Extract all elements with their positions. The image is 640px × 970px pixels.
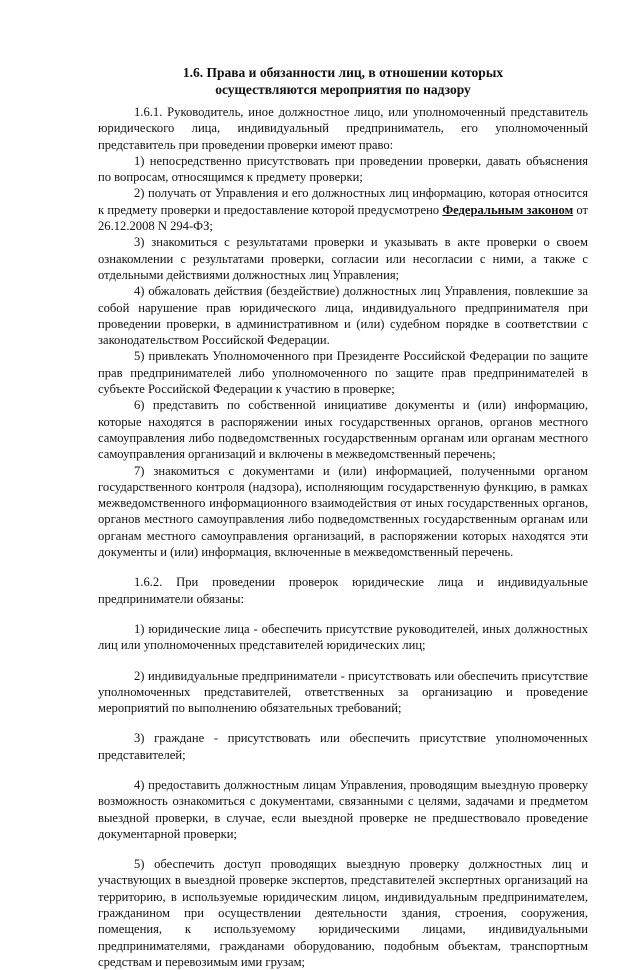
rights-item-2 (98, 185, 588, 234)
rights-item-6: 6) представить по собственной инициативе документы и (или) информацию, которые находятся в распоряжении иных государственных органов, органов местного самоуправления либо подведомственных государственным органам или органам местного самоуправления организаций и включены в межведомственный перечень; (98, 398, 588, 462)
federal-law-link[interactable]: Федеральным законом (442, 202, 574, 217)
section-heading (98, 64, 588, 98)
rights-item-3: 3) знакомиться с результатами проверки и указывать в акте проверки о своем ознакомлении с результатами проверки, согласии или несогласии с ними, а также с отдельными действиями должностных лиц Управления; (98, 235, 588, 282)
obligations-item-2: 2) индивидуальные предприниматели - присутствовать или обеспечить присутствие уполномоченных представителей, ответственных за организацию и проведение мероприятий по выполнению обязательных требований; (98, 668, 588, 716)
rights-item-2-text-after: от 26.12.2008 N 294-ФЗ; (98, 202, 588, 234)
obligations-item-1: 1) юридические лица - обеспечить присутствие руководителей, иных должностных лиц или уполномоченных представителей юридических лиц; (98, 621, 588, 653)
obligations-item-4: 4) предоставить должностным лицам Управления, проводящим выездную проверку возможность ознакомиться с документами, связанными с целями, задачами и предметом выездной проверки, в случае, если выездной проверке не предшествовало проведение документарной проверки; (98, 777, 588, 841)
rights-item-7: 7) знакомиться с документами и (или) информацией, полученными органом государственного контроля (надзора), исполняющим государственную функцию, в рамках межведомственного информационного взаимодействия от иных государственных органов, органов местного самоуправления либо подведомственных государственным органам или органам местного самоуправления организаций, в распоряжении которых находятся эти документы и (или) информация, включенные в межведомственный перечень. (98, 463, 588, 560)
rights-item-4: 4) обжаловать действия (бездействие) должностных лиц Управления, повлекшие за собой нарушение прав юридического лица, индивидуального предпринимателя при проведении проверки, в административном и (или) судебном порядке в соответствии с законодательством Российской Федерации. (98, 284, 588, 348)
section-heading-line-1: 1.6. Права и обязанности лиц, в отношении которых (182, 65, 504, 80)
rights-item-5: 5) привлекать Уполномоченного при Президенте Российской Федерации по защите прав предпринимателей либо уполномоченного по защите прав предпринимателей в субъекте Российской Федерации к участию в проверке; (98, 349, 588, 397)
obligations-item-5: 5) обеспечить доступ проводящих выездную проверку должностных лиц и участвующих в выездной проверке экспертов, представителей экспертных организаций на территорию, в используемые юридическим лицом, индивидуальным предпринимателем, гражданином при осуществлении деятельности здания, строения, сооружения, помещения, к используемому юридическими лицами, индивидуальными предпринимателями, гражданами оборудованию, подобным объектам, транспортным средствам и перевозимым ими грузам; (98, 857, 588, 969)
obligations-intro: 1.6.2. При проведении проверок юридические лица и индивидуальные предприниматели обязаны: (98, 575, 588, 606)
obligations-item-3: 3) граждане - присутствовать или обеспечить присутствие уполномоченных представителей; (98, 731, 588, 762)
section-heading-line-2: осуществляются мероприятия по надзору (215, 82, 471, 97)
rights-intro: 1.6.1. Руководитель, иное должностное лицо, или уполномоченный представитель юридического лица, индивидуальный предприниматель, его уполномоченный представитель при проведении проверки имеют право: (98, 105, 588, 152)
rights-item-1: 1) непосредственно присутствовать при проведении проверки, давать объяснения по вопросам, относящимся к предмету проверки; (98, 153, 588, 185)
rights-item-2-text-before: 2) получать от Управления и его должностных лиц информацию, которая относится к предмету проверки и предоставление которой предусмотрено (98, 186, 588, 217)
